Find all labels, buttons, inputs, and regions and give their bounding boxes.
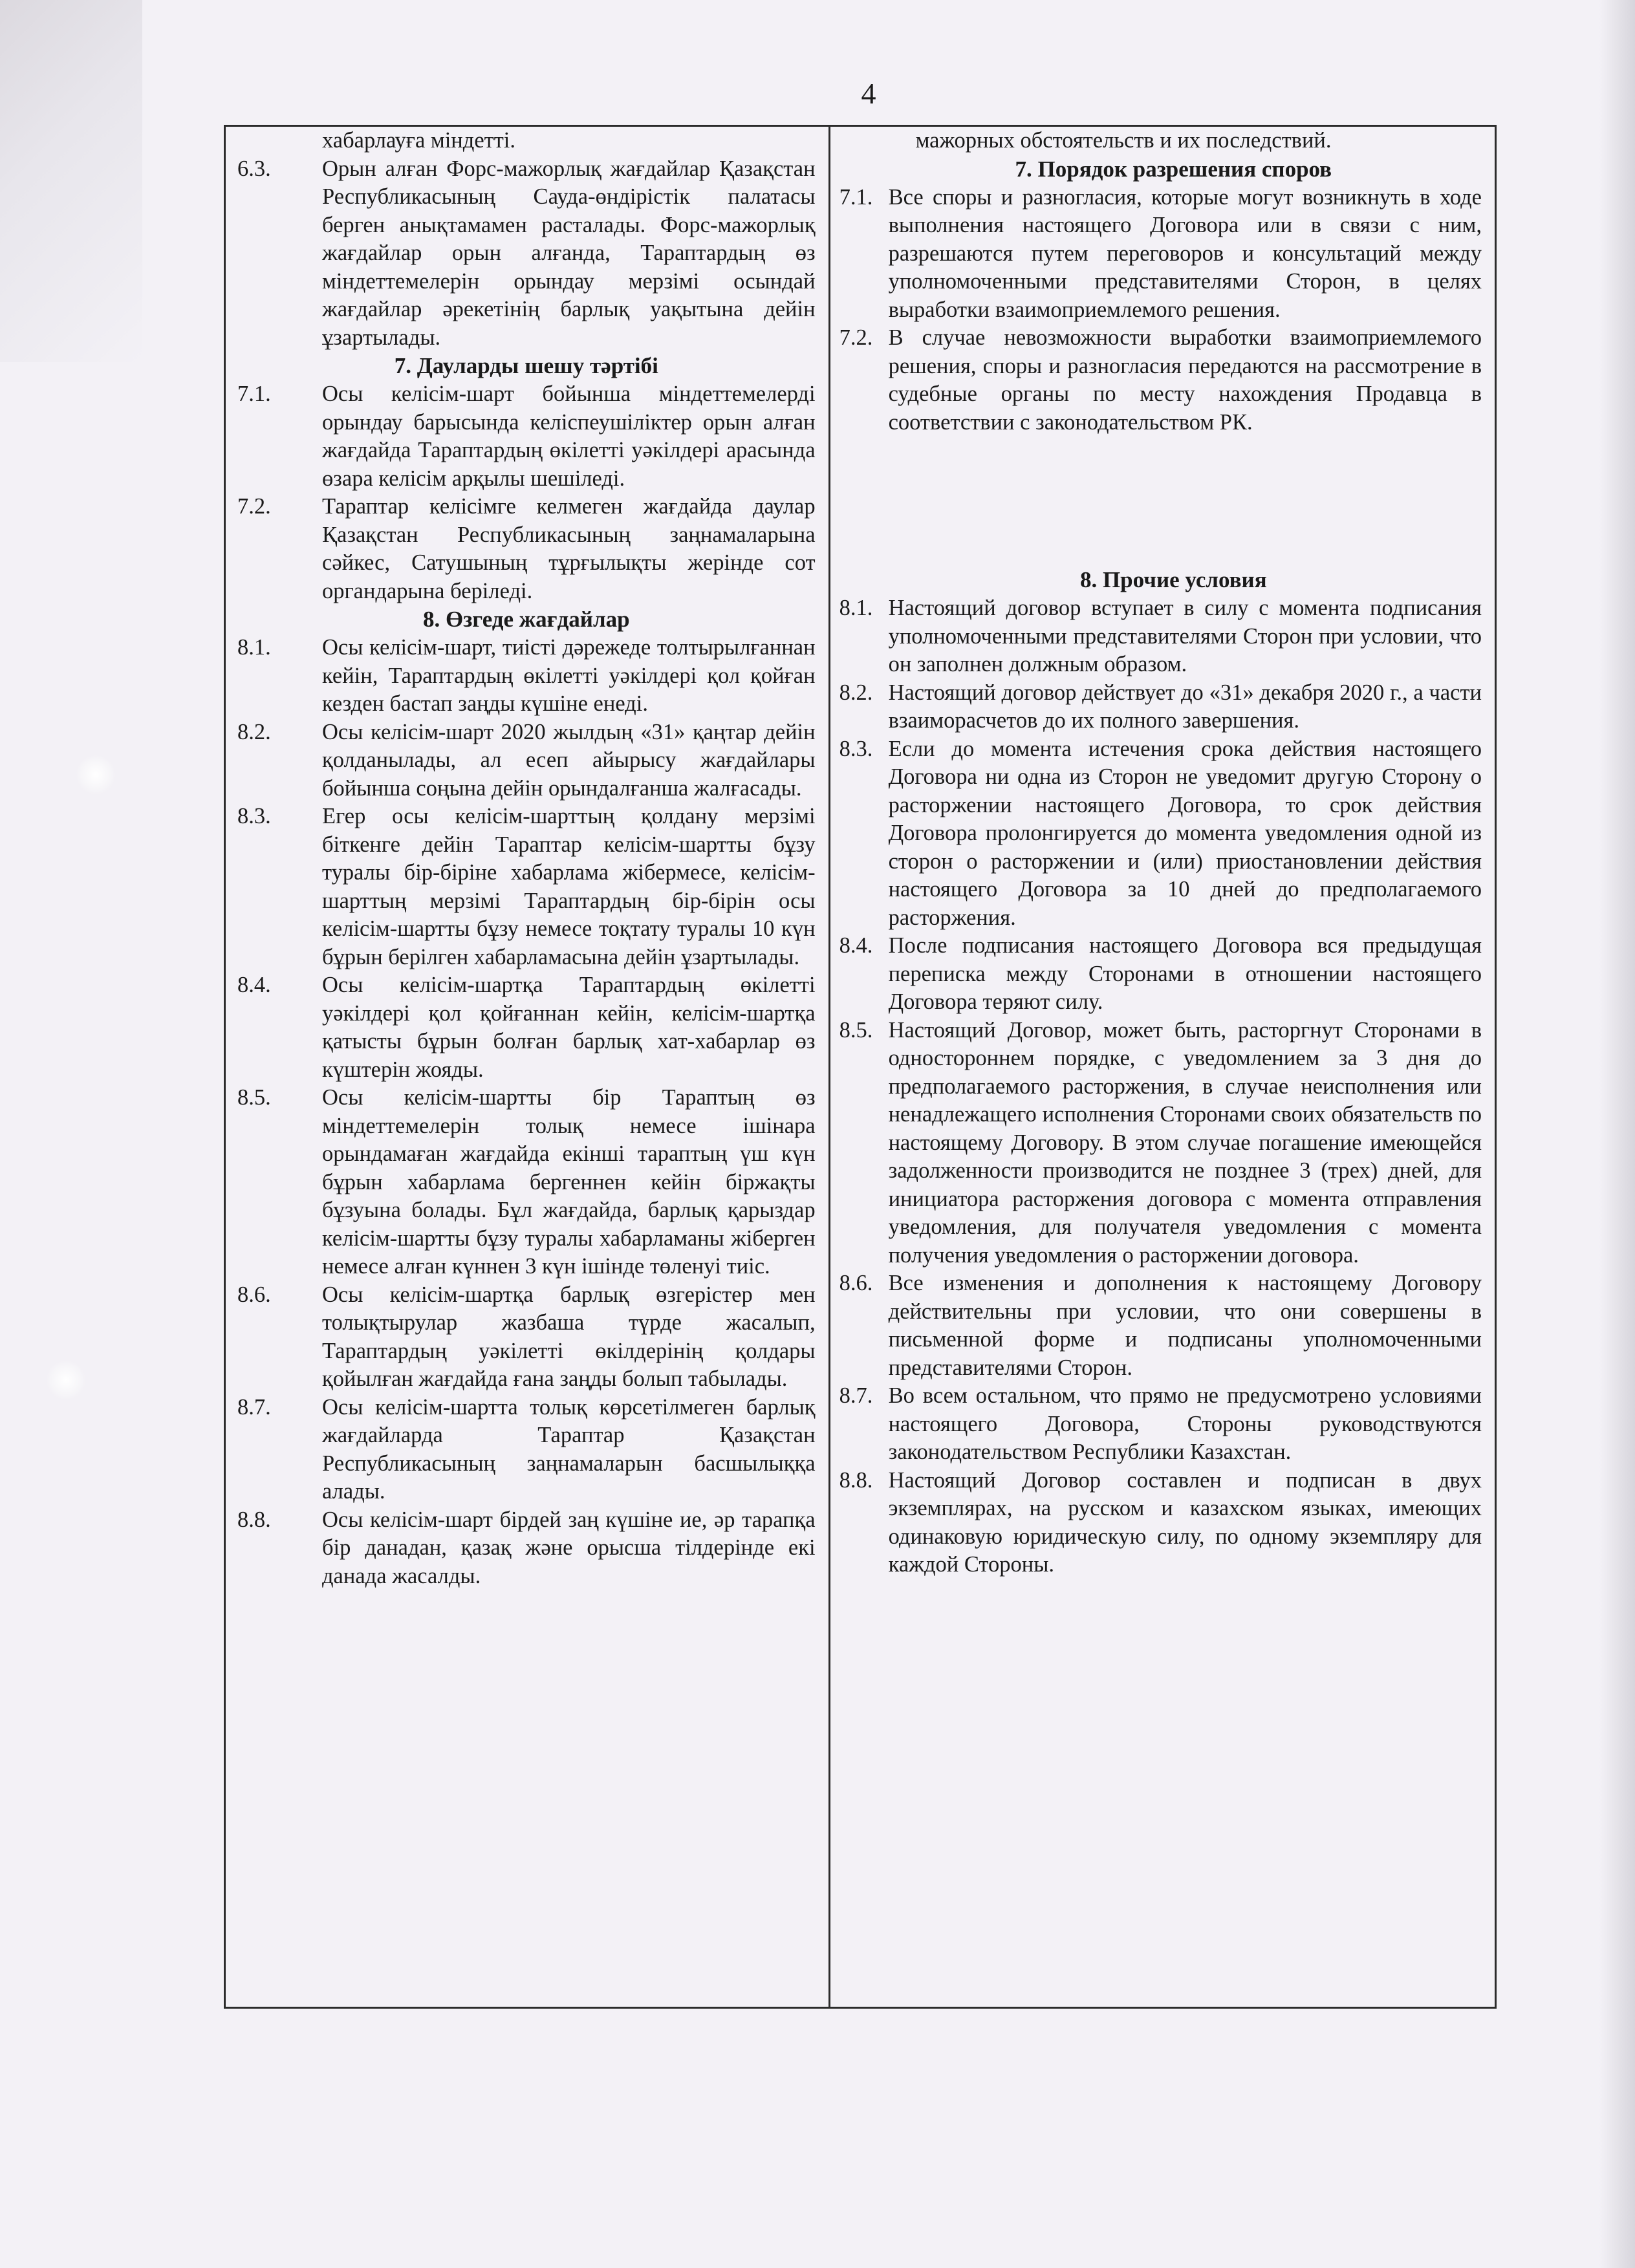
clause-text: Если до момента истечения срока действия настоящего Договора ни одна из Сторон не уведомит другую Сторону о расторжении настоящего Договора, то срок действия Договора пролонгируется до момента уведомления одной из сторон о расторжении и (или) приостановлении действия настоящего Договора за 10 дней до предполагаемого расторжения. xyxy=(888,736,1482,930)
clause-number: 7.1. xyxy=(839,184,873,210)
clause-8-3 xyxy=(839,735,1482,933)
clause-number: 8.1. xyxy=(839,596,873,620)
clause-text: Орын алған Форс-мажорлық жағдайлар Қазақстан Республикасының Сауда-өндірістік палатасы берген анықтамамен расталады. Форс-мажорлық жағдайлар орын алғанда, Тараптардың өз міндеттемелерін орындау мерзімі осындай жағдайлар әрекетінің барлық уақытына дейін ұзартылады. xyxy=(322,156,816,350)
clause-text: Все споры и разногласия, которые могут возникнуть в ходе выполнения настоящего Договора или в связи с ним, разрешаются путем переговоров и консультаций между уполномоченными представителями Сторон, в целях выработки взаимоприемлемого решения. xyxy=(888,184,1482,322)
continuation-text: хабарлауға міндетті. xyxy=(322,128,515,153)
clause-text: Осы келісім-шарт, тиісті дәрежеде толтырылғаннан кейін, Тараптардың өкілетті уәкілдері қол қойған кезден бастап заңды күшіне енеді. xyxy=(322,635,816,716)
clause-text: Осы келісім-шартта толық көрсетілмеген барлық жағдайларда Тараптар Қазақстан Республикасының заңнамаларын басшылыққа алады. xyxy=(322,1394,816,1504)
clause-text: Все изменения и дополнения к настоящему Договору действительны при условии, что они совершены в письменной форме и подписаны уполномоченными представителями Сторон. xyxy=(888,1271,1482,1380)
continuation-text: мажорных обстоятельств и их последствий. xyxy=(915,128,1332,153)
bilingual-contract-table xyxy=(224,125,1497,2009)
clause-8-4 xyxy=(839,932,1482,1017)
clause-text: Осы келісім-шарт бойынша міндеттемелерді орындау барысында келіспеушіліктер орын алған жағдайда Тараптардың өкілетті уәкілдері арасында өзара келісім арқылы шешіледі. xyxy=(322,382,816,491)
russian-column xyxy=(830,127,1495,2007)
clause-8-6 xyxy=(237,1281,816,1394)
clause-8-5 xyxy=(839,1017,1482,1270)
clause-8-1 xyxy=(839,594,1482,679)
clause-text: Настоящий договор действует до «31» декабря 2020 г., а части взаиморасчетов до их полного завершения. xyxy=(888,680,1482,733)
clause-number: 7.2. xyxy=(237,494,271,519)
clause-number: 7.1. xyxy=(237,382,271,406)
clause-7-1 xyxy=(839,184,1482,325)
page-corner-shadow xyxy=(0,0,142,362)
section-8-heading: 8. Прочие условия xyxy=(1079,567,1267,592)
clause-text: После подписания настоящего Договора вся предыдущая переписка между Сторонами в отношении настоящего Договора теряют силу. xyxy=(888,933,1482,1014)
clause-number: 8.7. xyxy=(839,1383,873,1408)
clause-number: 6.3. xyxy=(237,156,271,181)
clause-7-2 xyxy=(237,493,816,605)
clause-number: 8.3. xyxy=(839,736,873,761)
clause-text: Настоящий договор вступает в силу с момента подписания уполномоченными представителями Сторон при условии, что он заполнен должным образом. xyxy=(888,596,1482,676)
clause-number: 8.4. xyxy=(839,933,873,958)
clause-8-8 xyxy=(839,1467,1482,1579)
clause-8-6 xyxy=(839,1269,1482,1382)
clause-text: Тараптар келісімге келмеген жағдайда даулар Қазақстан Республикасының заңнамаларына сәйкес, Сатушының тұрғылықты жерінде сот органдарына беріледі. xyxy=(322,494,816,603)
clause-text: Осы келісім-шарт 2020 жылдың «31» қаңтар дейін қолданылады, ал есеп айырысу жағдайлары бойынша соңына дейін орындалғанша жалғасады. xyxy=(322,719,816,801)
clause-8-7 xyxy=(839,1382,1482,1467)
clause-8-7 xyxy=(237,1394,816,1506)
clause-number: 8.3. xyxy=(237,804,271,828)
clause-8-5 xyxy=(237,1084,816,1281)
clause-8-2 xyxy=(839,679,1482,735)
clause-text: Осы келісім-шартқа барлық өзгерістер мен толықтырулар жазбаша түрде жасалып, Тараптардың уәкілетті өкілдерінің қолдары қойылған жағдайда ғана заңды болып табылады. xyxy=(322,1282,816,1391)
clause-text: Егер осы келісім-шарттың қолдану мерзімі біткенге дейін Тараптар келісім-шартты бұзу туралы бір-біріне хабарлама жібермесе, келісім-шарттың мерзімі Тараптардың бір-бірін осы келісім-шартты бұзу немесе тоқтату туралы 10 күн бұрын берілген хабарламасына дейін ұзартылады. xyxy=(322,804,816,969)
clause-number: 8.6. xyxy=(839,1271,873,1295)
clause-number: 8.5. xyxy=(237,1085,271,1110)
kazakh-column xyxy=(226,127,830,2007)
clause-8-1 xyxy=(237,634,816,718)
clause-number: 8.2. xyxy=(237,719,271,744)
clause-text: Осы келісім-шартқа Тараптардың өкілетті уәкілдері қол қойғаннан кейін, келісім-шартқа қатысты бұрын болған барлық хат-хабарлар өз күштерін жояды. xyxy=(322,973,816,1082)
clause-number: 8.8. xyxy=(237,1507,271,1532)
section-8-heading: 8. Өзгеде жағдайлар xyxy=(423,607,630,632)
clause-text: Осы келісім-шартты бір Тараптың өз міндеттемелерін толық немесе ішінара орындамаған жағдайда екінші тараптың үш күн бұрын хабарлама бергеннен кейін біржақты бұзуына болады. Бұл жағдайда, барлық қарыздар келісім-шартты бұзу туралы хабарламаны жіберген немесе алған күннен 3 күн ішінде төленуі тиіс. xyxy=(322,1085,816,1279)
clause-number: 8.1. xyxy=(237,635,271,660)
clause-number: 8.6. xyxy=(237,1282,271,1307)
punch-hole-mark xyxy=(76,755,115,794)
clause-8-3 xyxy=(237,803,816,971)
clause-number: 7.2. xyxy=(839,325,873,350)
section-7-heading: 7. Дауларды шешу тәртібі xyxy=(394,353,658,378)
page-right-edge xyxy=(1599,0,1635,2268)
section-gap xyxy=(839,437,1482,566)
clause-7-1 xyxy=(237,380,816,493)
clause-text: В случае невозможности выработки взаимоприемлемого решения, споры и разногласия передаются на рассмотрение в судебные органы по месту нахождения Продавца в соответствии с законодательством РК. xyxy=(888,325,1482,435)
clause-number: 8.8. xyxy=(839,1467,873,1493)
clause-6-3 xyxy=(237,155,816,352)
clause-7-2 xyxy=(839,324,1482,437)
clause-8-2 xyxy=(237,718,816,803)
clause-text: Настоящий Договор, может быть, расторгнут Сторонами в одностороннем порядке, с уведомлением за 3 дня до предполагаемого расторжения, в случае неисполнения или ненадлежащего исполнения Сторонами своих обязательств по настоящему Договору. В этом случае погашение имеющейся задолженности производится не позднее 3 (трех) дней, для инициатора расторжения договора с момента отправления уведомления, для получателя уведомления с момента получения уведомления о расторжении договора. xyxy=(888,1017,1482,1268)
clause-8-4 xyxy=(237,971,816,1084)
clause-text: Во всем остальном, что прямо не предусмотрено условиями настоящего Договора, Стороны руководствуются законодательством Республики Казахстан. xyxy=(888,1383,1482,1464)
page-number: 4 xyxy=(861,77,876,110)
section-7-heading: 7. Порядок разрешения споров xyxy=(1015,156,1332,182)
clause-number: 8.2. xyxy=(839,680,873,705)
clause-text: Осы келісім-шарт бірдей заң күшіне ие, әр тарапқа бір данадан, қазақ және орысша тілдерінде екі данада жасалды. xyxy=(322,1507,816,1588)
clause-number: 8.7. xyxy=(237,1394,271,1420)
punch-hole-mark xyxy=(47,1361,85,1399)
clause-number: 8.4. xyxy=(237,973,271,997)
clause-number: 8.5. xyxy=(839,1017,873,1042)
clause-8-8 xyxy=(237,1506,816,1591)
clause-text: Настоящий Договор составлен и подписан в двух экземплярах, на русском и казахском языках, имеющих одинаковую юридическую силу, по одному экземпляру для каждой Стороны. xyxy=(888,1467,1482,1577)
